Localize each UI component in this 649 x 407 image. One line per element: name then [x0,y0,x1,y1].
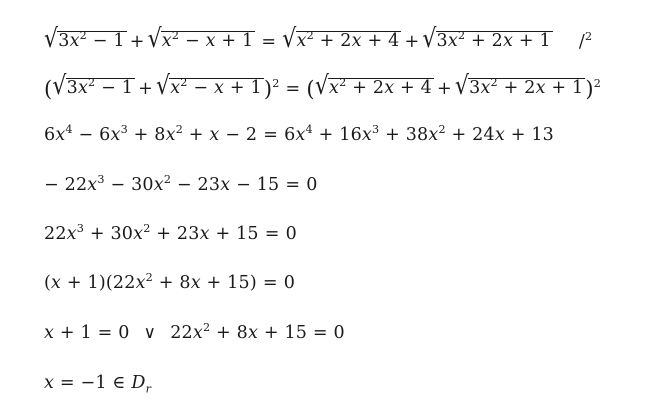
equation-line-6 [44,271,296,293]
radical-x2-plus-2x-plus-4 [282,24,401,55]
radicand: $3x^2 - 1$ [66,76,134,98]
equation-line-4 [44,173,318,195]
plus-operator: + [138,79,153,99]
radical-3x2-minus-1 [44,24,127,55]
exponent-2: 2 [272,77,280,91]
radicand: $3x^2 + 2x + 1$ [436,29,551,51]
equals-operator: = [285,79,301,99]
solution-statement: x = −1 ∈ $D_r$ [44,373,152,396]
radical-sign-icon: √ [52,71,67,102]
radical-x2-minus-x-plus-1 [147,24,256,55]
radical-sign-icon: √ [155,71,171,102]
radicand: $x^2 - x + 1$ [170,76,262,98]
open-paren: ( [44,77,53,101]
plus-operator: + [404,32,420,52]
exponent-2: 2 [593,77,602,91]
radical-sign-icon: √ [282,24,297,55]
radical-3x2-plus-2x-plus-1 [422,24,553,55]
rhs-zero: 0 [285,224,297,244]
radical-sign-icon: √ [422,24,437,55]
radicand: $x^2 + 2x + 4$ [329,76,432,98]
radical-sign-icon: √ [44,24,59,55]
radical-x2-plus-2x-plus-4 [314,71,434,102]
close-paren: ) [585,77,594,101]
radical-3x2-plus-2x-plus-1 [454,71,586,102]
equation-line-1 [44,24,593,55]
open-paren: ( [306,77,315,101]
factored-form: $(x + 1)(22x^2 + 8x + 15)$ [44,271,257,293]
equation-line-5 [44,222,297,244]
radicand: $3x^2 + 2x + 1$ [469,76,584,98]
radicand: $x^2 - x + 1$ [161,29,254,51]
equals-operator: = [285,175,301,195]
rhs-zero: 0 [306,175,318,195]
first-factor-equation: x + 1 = 0 [44,323,130,343]
squaring-annotation: /$^2$ [578,30,593,52]
lhs-polynomial: − $22x^3 - 30x^2 - 23x - 15$ [44,173,280,195]
radical-3x2-minus-1 [52,71,135,102]
plus-operator: + [437,79,452,99]
radical-x2-minus-x-plus-1 [155,71,264,102]
close-paren: ) [263,77,273,101]
rhs-polynomial: $6x^4 + 16x^3 + 38x^2 + 24x + 13$ [284,123,554,145]
lhs-polynomial: $6x^4 - 6x^3 + 8x^2 + x - 2$ [44,123,258,145]
equals-operator: = [263,125,279,145]
plus-operator: + [129,32,145,52]
logical-or-symbol: ∨ [143,323,157,343]
second-factor-equation: $22x^2 + 8x + 15 = 0$ [170,321,345,343]
equation-line-7 [44,321,345,343]
radicand: $x^2 + 2x + 4$ [296,29,400,51]
radical-sign-icon: √ [454,71,470,102]
radicand: $3x^2 - 1$ [58,29,125,51]
radical-sign-icon: √ [314,71,330,102]
equals-operator: = [264,224,280,244]
rhs-zero: 0 [283,273,296,293]
equation-line-2 [44,71,602,102]
equals-operator: = [261,32,277,52]
equation-line-8 [44,373,152,396]
equals-operator: = [262,273,278,293]
radical-sign-icon: √ [147,24,162,55]
equation-line-3 [44,123,554,145]
lhs-polynomial: $22x^3 + 30x^2 + 23x + 15$ [44,222,259,244]
